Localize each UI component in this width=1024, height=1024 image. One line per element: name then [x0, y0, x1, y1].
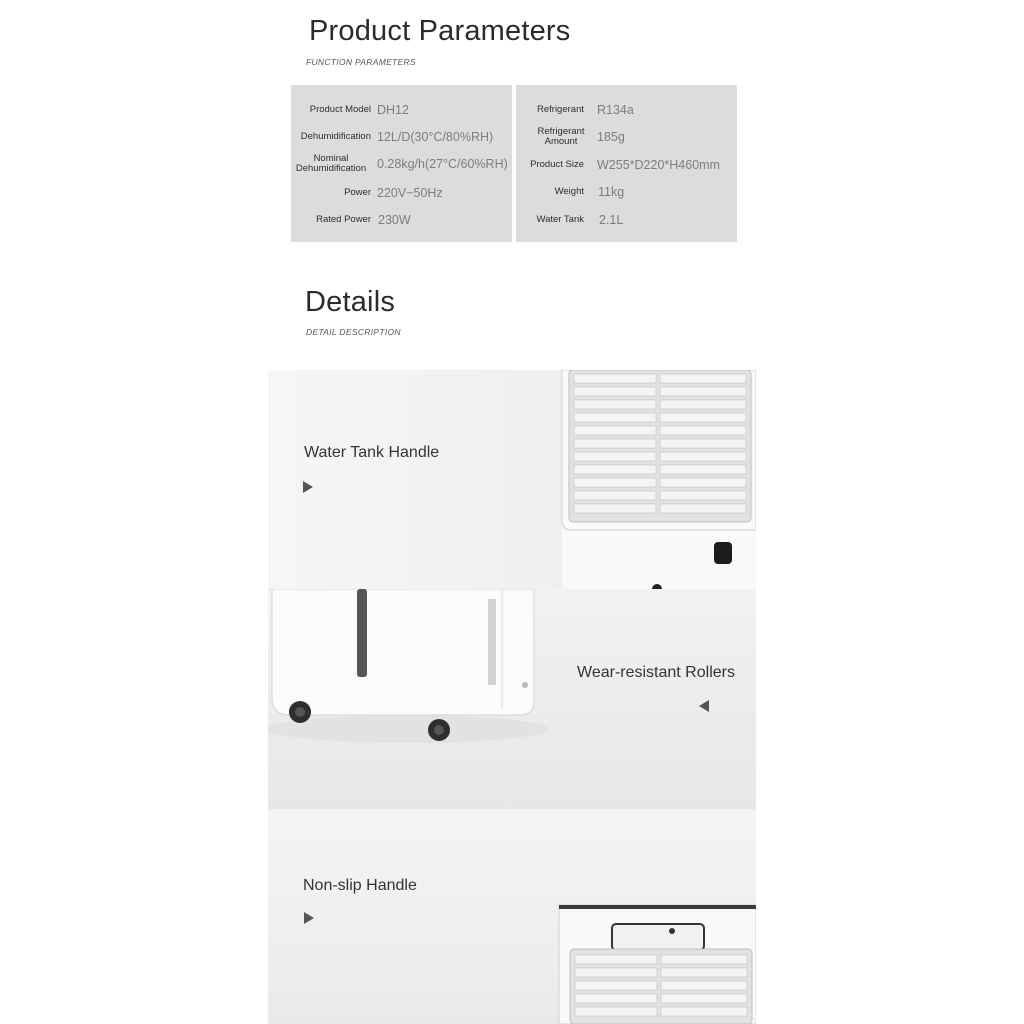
detail-label: Water Tank Handle	[304, 444, 440, 461]
param-label: Power	[344, 187, 371, 198]
dehumidifier-base-illustration	[268, 589, 756, 809]
param-row	[291, 179, 512, 207]
details-subtitle: DETAIL DESCRIPTION	[306, 327, 401, 337]
param-value: R134a	[597, 103, 634, 117]
param-value: W255*D220*H460mm	[597, 158, 720, 172]
param-value: 185g	[597, 130, 625, 144]
param-row	[291, 123, 512, 151]
arrow-right-icon	[303, 481, 313, 493]
params-subtitle: FUNCTION PARAMETERS	[306, 57, 416, 67]
detail-label: Wear-resistant Rollers	[577, 664, 735, 681]
arrow-right-icon	[304, 912, 314, 924]
param-label: Weight	[554, 186, 584, 197]
param-value: 230W	[378, 213, 411, 227]
param-value: 12L/D(30°C/80%RH)	[377, 130, 494, 144]
params-title: Product Parameters	[309, 15, 571, 47]
params-table-right	[516, 85, 737, 242]
param-row	[291, 206, 512, 234]
param-row	[516, 151, 737, 179]
detail-panel-non-slip-handle	[268, 809, 756, 1024]
param-row	[516, 96, 737, 124]
detail-panel-rollers	[268, 589, 756, 809]
param-label: Dehumidification	[300, 131, 371, 142]
dehumidifier-grille-illustration	[268, 370, 756, 589]
arrow-left-icon	[699, 700, 709, 712]
param-label: Product Size	[530, 159, 584, 170]
param-row	[516, 206, 737, 234]
param-label: Refrigerant Amount	[537, 126, 585, 147]
param-row	[291, 150, 512, 178]
param-value: 220V~50Hz	[377, 186, 443, 200]
param-row	[516, 178, 737, 206]
params-table-left	[291, 85, 512, 242]
param-value: 11kg	[598, 185, 625, 199]
param-label: Refrigerant	[537, 104, 584, 115]
param-row	[291, 96, 512, 124]
param-label: Nominal Dehumidification	[295, 153, 367, 174]
param-value: 0.28kg/h(27°C/60%RH)	[377, 157, 508, 171]
dehumidifier-top-illustration	[268, 809, 756, 1024]
param-label: Water Tank	[536, 214, 584, 225]
details-title: Details	[305, 286, 396, 318]
param-label: Product Model	[309, 104, 371, 115]
detail-label: Non-slip Handle	[303, 877, 417, 894]
param-value: 2.1L	[599, 213, 624, 227]
param-label: Rated Power	[316, 214, 371, 225]
param-row	[516, 123, 737, 151]
detail-panel-water-tank-handle	[268, 370, 756, 589]
param-value: DH12	[377, 103, 409, 117]
